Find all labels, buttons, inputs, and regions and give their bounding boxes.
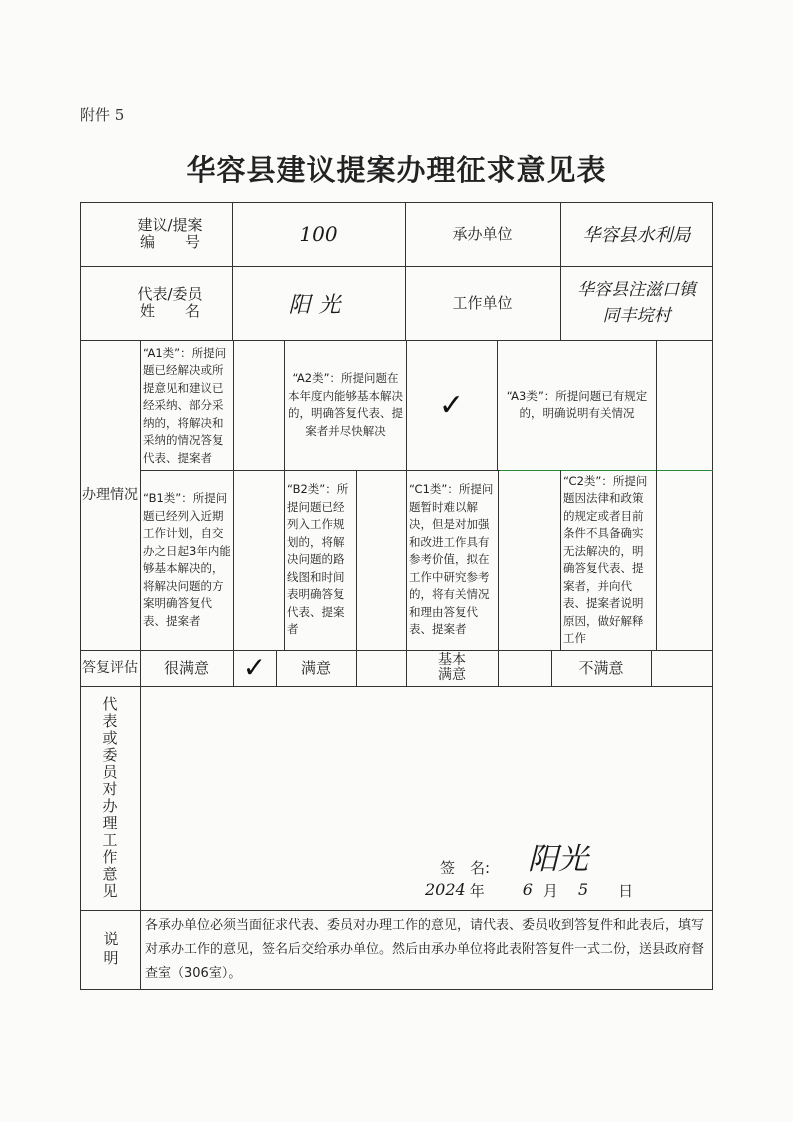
evaluation-dissatisfied-label: 不满意 xyxy=(578,658,624,677)
proposal-number-label: 建议/提案 编 号 xyxy=(137,216,203,251)
representative-label: 代表/委员 姓 名 xyxy=(137,285,203,320)
evaluation-satisfied-checkbox[interactable] xyxy=(356,650,406,686)
signature-label: 签 名: xyxy=(440,859,491,877)
handling-unit-field[interactable]: 华容县水利局 xyxy=(582,225,691,246)
proposal-number-field[interactable]: 100 xyxy=(299,222,338,246)
handling-section-label: 办理情况 xyxy=(82,486,138,503)
category-b1-text: “B1类”：所提问题已经列入近期工作计划，自交办之日起3年内能够基本解决的，将解决问题的方案明确答复代表、提案者 xyxy=(143,491,231,628)
attachment-label: 附件 5 xyxy=(80,106,125,124)
opinion-field[interactable] xyxy=(141,687,712,837)
work-unit-field[interactable]: 华容县注滋口镇 同丰垸村 xyxy=(577,280,696,326)
category-a3-checkbox[interactable] xyxy=(656,340,713,470)
category-c2-checkbox[interactable] xyxy=(656,470,713,650)
date-month: 6 xyxy=(522,880,533,899)
date-day: 5 xyxy=(577,880,589,899)
category-a3-text: “A3类”：所提问题已有规定的，明确说明有关情况 xyxy=(506,388,648,420)
category-b2-checkbox[interactable] xyxy=(356,470,406,650)
evaluation-label: 答复评估 xyxy=(82,659,138,676)
evaluation-satisfied-label: 满意 xyxy=(300,658,331,677)
page-title: 华容县建议提案办理征求意见表 xyxy=(186,153,607,187)
opinion-label: 代表或委员对办理工作意见 xyxy=(100,696,119,900)
signature-field[interactable]: 阳光 xyxy=(528,842,588,877)
category-a1-checkbox[interactable] xyxy=(233,340,284,470)
category-c2-text: “C2类”：所提问题因法律和政策的规定或者目前条件不具备确实无法解决的，明确答复代表、提案者，并向代表、提案者说明原因，做好解释工作 xyxy=(563,473,648,645)
evaluation-basically-satisfied-checkbox[interactable] xyxy=(498,650,551,686)
category-a2-checkbox[interactable]: ✓ xyxy=(438,387,465,423)
date-month-unit: 月 xyxy=(542,882,558,900)
date-year: 2024 xyxy=(425,880,466,899)
handling-unit-label: 承办单位 xyxy=(452,224,513,243)
evaluation-very-satisfied-checkbox[interactable]: ✓ xyxy=(242,650,267,684)
signature-date xyxy=(425,880,633,901)
notes-text: 各承办单位必须当面征求代表、委员对办理工作的意见，请代表、委员收到答复件和此表后，填写对承办工作的意见，签名后交给承办单位。然后由承办单位将此表附答复件一式二份，送县政府督查室（306室）。 xyxy=(145,918,705,981)
date-day-unit: 日 xyxy=(618,882,634,900)
category-a1-text: “A1类”：所提问题已经解决或所提意见和建议已经采纳、部分采纳的，将解决和采纳的情况答复代表、提案者 xyxy=(143,345,227,465)
work-unit-label: 工作单位 xyxy=(452,293,513,312)
evaluation-very-satisfied-label: 很满意 xyxy=(163,658,209,677)
category-c1-checkbox[interactable] xyxy=(498,470,560,650)
evaluation-dissatisfied-checkbox[interactable] xyxy=(651,650,713,686)
date-year-unit: 年 xyxy=(469,882,485,900)
category-a2-text: “A2类”：所提问题在本年度内能够基本解决的，明确答复代表、提案者并尽快解决 xyxy=(288,371,403,438)
representative-name-field[interactable]: 阳光 xyxy=(288,292,349,318)
notes-label: 说明 xyxy=(101,931,120,969)
category-b1-checkbox[interactable] xyxy=(233,470,284,650)
evaluation-basically-satisfied-label: 基本 满意 xyxy=(438,652,466,683)
category-c1-text: “C1类”：所提问题暂时难以解决，但是对加强和改进工作具有参考价值，拟在工作中研究参考的，将有关情况和理由答复代表、提案者 xyxy=(409,482,494,637)
category-b2-text: “B2类”：所提问题已经列入工作规划的，将解决问题的路线图和时间表明确答复代表、提案者 xyxy=(287,482,349,637)
